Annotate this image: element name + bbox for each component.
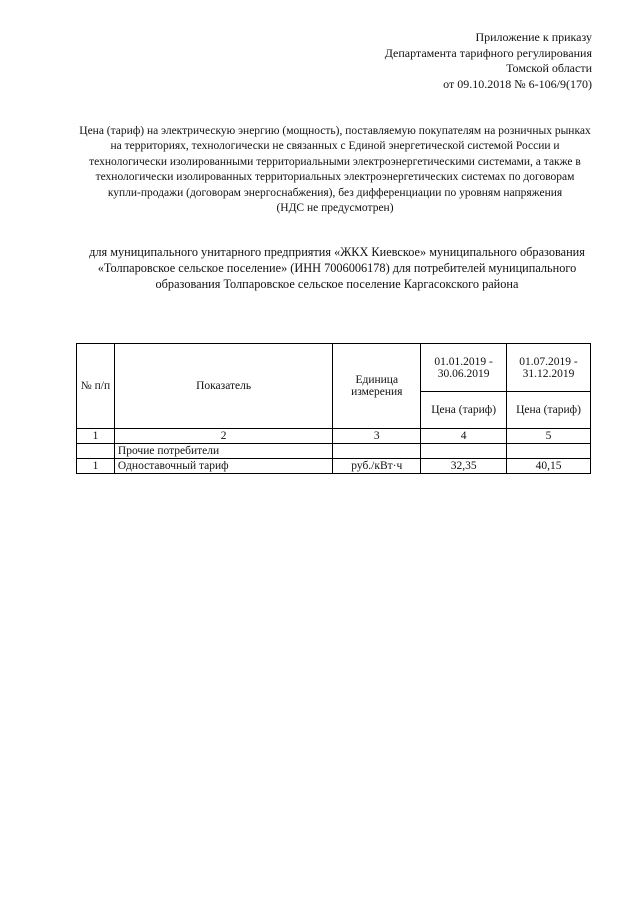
group-value-2-cell	[507, 444, 591, 459]
group-value-1-cell	[421, 444, 507, 459]
header-period-1: 01.01.2019 - 30.06.2019	[421, 344, 507, 392]
table-header-row	[77, 344, 591, 392]
column-number-row	[77, 429, 591, 444]
col-number-3: 3	[333, 429, 421, 444]
appendix-block	[385, 30, 592, 92]
group-row	[77, 444, 591, 459]
group-num-cell	[77, 444, 115, 459]
header-num: № п/п	[77, 344, 115, 429]
appendix-line-4: от 09.10.2018 № 6-106/9(170)	[443, 76, 592, 91]
col-number-4: 4	[421, 429, 507, 444]
table-row	[77, 459, 591, 474]
header-price-1: Цена (тариф)	[421, 392, 507, 429]
row-indicator: Одноставочный тариф	[114, 459, 332, 474]
header-price-2: Цена (тариф)	[507, 392, 591, 429]
document-title	[78, 124, 592, 216]
vat-note: (НДС не предусмотрен)	[276, 202, 394, 215]
appendix-line-1: Приложение к приказу	[475, 30, 592, 44]
header-period-2: 01.07.2019 - 31.12.2019	[507, 344, 591, 392]
header-unit: Единица измерения	[333, 344, 421, 429]
group-label: Прочие потребители	[114, 444, 332, 459]
tariff-table	[76, 343, 591, 474]
row-unit: руб./кВт·ч	[333, 459, 421, 474]
appendix-line-3: Томской области	[506, 61, 592, 75]
col-number-2: 2	[114, 429, 332, 444]
col-number-1: 1	[77, 429, 115, 444]
appendix-line-2: Департамента тарифного регулирования	[384, 45, 592, 60]
row-value-1: 32,35	[421, 459, 507, 474]
title-text: Цена (тариф) на электрическую энергию (мощность), поставляемую покупателям на розничных рынках на территориях, технологически не связанных с Единой энергетической системой России и технологически изолированными территориальными электроэнергетическими системами, а также в технологически изолированных территориальных электроэнергетических системах по договорам купли-продажи (договорам энергоснабжения), без дифференциации по уровням напряжения	[79, 125, 591, 199]
header-indicator: Показатель	[114, 344, 332, 429]
subject-paragraph: для муниципального унитарного предприятия «ЖКХ Киевское» муниципального образования «Толпаровское сельское поселение» (ИНН 7006006178) для потребителей муниципального образования Толпаровское сельское поселение Каргасокского района	[89, 245, 585, 291]
row-num: 1	[77, 459, 115, 474]
col-number-5: 5	[507, 429, 591, 444]
group-unit-cell	[333, 444, 421, 459]
row-value-2: 40,15	[507, 459, 591, 474]
